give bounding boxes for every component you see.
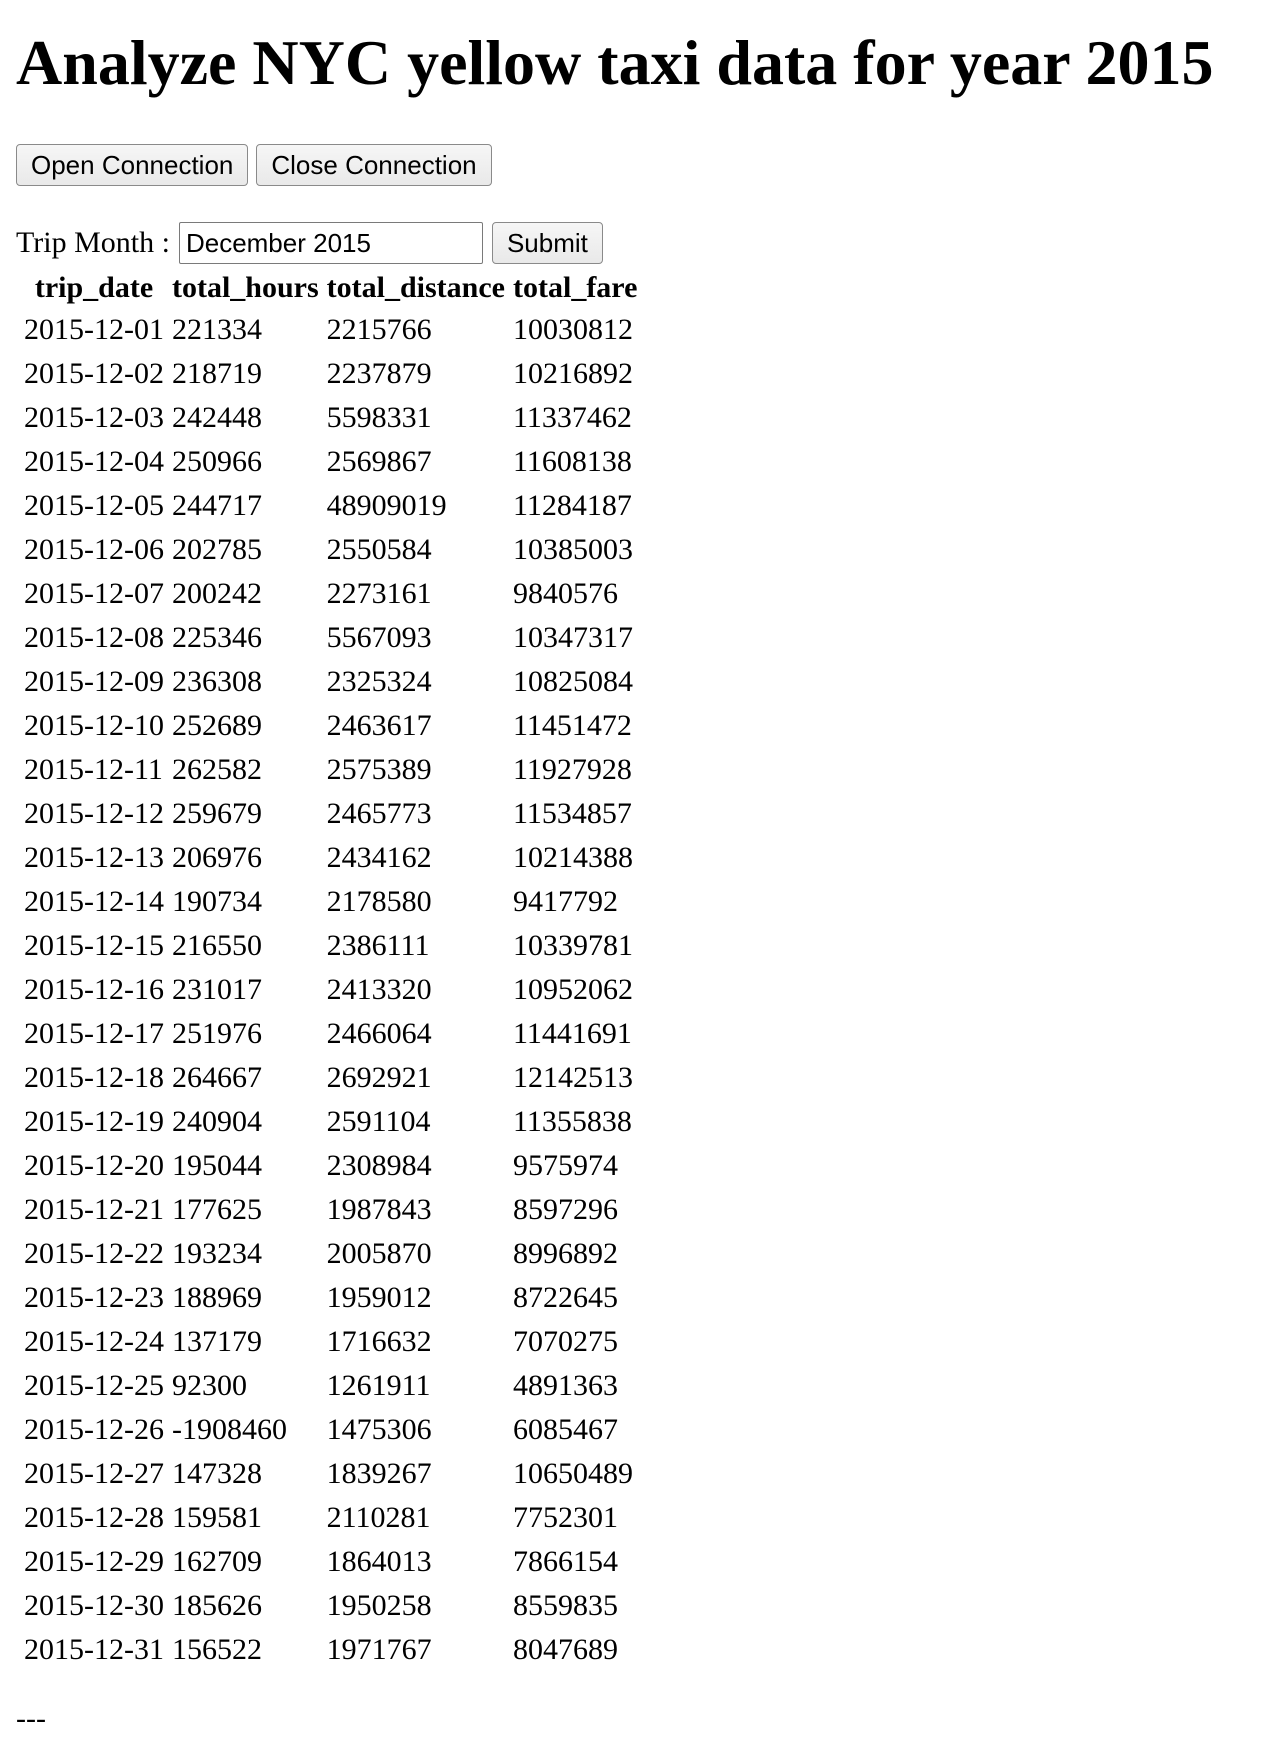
total-distance-cell: 2434162	[326, 841, 432, 874]
total-fare-cell: 9417792	[513, 885, 618, 918]
total-hours-cell: 221334	[171, 313, 262, 346]
trip-date-cell: 2015-12-26	[24, 1413, 164, 1446]
total-distance-cell: 5567093	[326, 621, 432, 654]
total-hours-cell: 200242	[171, 577, 262, 610]
table-row	[22, 1188, 639, 1232]
total-fare-cell: 9575974	[513, 1149, 618, 1182]
total-hours-cell: 92300	[171, 1369, 247, 1402]
total-fare-cell: 12142513	[513, 1061, 633, 1094]
total-hours-cell: 264667	[171, 1061, 262, 1094]
total-distance-cell: 1950258	[326, 1589, 432, 1622]
column-header-total-fare: total_fare	[513, 271, 638, 304]
trip-date-cell: 2015-12-31	[24, 1633, 164, 1666]
table-row	[22, 1628, 639, 1672]
table-row	[22, 924, 639, 968]
column-header-trip-date: trip_date	[34, 271, 154, 304]
total-fare-cell: 7866154	[513, 1545, 618, 1578]
total-hours-cell: 162709	[171, 1545, 262, 1578]
trip-date-cell: 2015-12-09	[24, 665, 164, 698]
table-row	[22, 1144, 639, 1188]
total-fare-cell: 10385003	[513, 533, 633, 566]
table-row	[22, 572, 639, 616]
table-row	[22, 836, 639, 880]
total-distance-cell: 2466064	[326, 1017, 432, 1050]
total-distance-cell: 2463617	[326, 709, 432, 742]
total-fare-cell: 10825084	[513, 665, 633, 698]
trip-date-cell: 2015-12-10	[24, 709, 164, 742]
total-hours-cell: 236308	[171, 665, 262, 698]
trip-date-cell: 2015-12-21	[24, 1193, 164, 1226]
trip-date-cell: 2015-12-14	[24, 885, 164, 918]
table-row	[22, 880, 639, 924]
trip-date-cell: 2015-12-01	[24, 313, 164, 346]
trip-date-cell: 2015-12-03	[24, 401, 164, 434]
total-hours-cell: 190734	[171, 885, 262, 918]
table-row	[22, 792, 639, 836]
trip-date-cell: 2015-12-11	[24, 753, 163, 786]
table-row	[22, 1452, 639, 1496]
table-row	[22, 968, 639, 1012]
total-distance-cell: 2692921	[326, 1061, 432, 1094]
total-hours-cell: 242448	[171, 401, 262, 434]
total-distance-cell: 2569867	[326, 445, 432, 478]
table-row	[22, 308, 639, 352]
total-fare-cell: 10030812	[513, 313, 633, 346]
total-hours-cell: 185626	[171, 1589, 262, 1622]
total-hours-cell: 240904	[171, 1105, 262, 1138]
total-fare-cell: 10952062	[513, 973, 633, 1006]
trip-date-cell: 2015-12-13	[24, 841, 164, 874]
total-hours-cell: 216550	[171, 929, 262, 962]
trip-date-cell: 2015-12-05	[24, 489, 164, 522]
total-hours-cell: 137179	[171, 1325, 262, 1358]
table-row	[22, 528, 639, 572]
table-row	[22, 1056, 639, 1100]
column-header-total-hours: total_hours	[171, 271, 319, 304]
total-hours-cell: 252689	[171, 709, 262, 742]
total-distance-cell: 2215766	[326, 313, 432, 346]
footer-separator: ---	[16, 1702, 46, 1735]
connection-controls	[16, 144, 492, 186]
trip-date-cell: 2015-12-24	[24, 1325, 164, 1358]
total-fare-cell: 11441691	[513, 1017, 632, 1050]
trip-date-cell: 2015-12-29	[24, 1545, 164, 1578]
table-row	[22, 1232, 639, 1276]
close-connection-button[interactable]: Close Connection	[256, 144, 491, 186]
trip-date-cell: 2015-12-20	[24, 1149, 164, 1182]
total-fare-cell: 10347317	[513, 621, 633, 654]
trip-date-cell: 2015-12-22	[24, 1237, 164, 1270]
trip-month-input[interactable]	[179, 222, 483, 264]
table-row	[22, 704, 639, 748]
total-distance-cell: 2591104	[326, 1105, 431, 1138]
trip-date-cell: 2015-12-04	[24, 445, 164, 478]
total-distance-cell: 1716632	[326, 1325, 432, 1358]
total-hours-cell: 259679	[171, 797, 262, 830]
total-fare-cell: 8996892	[513, 1237, 618, 1270]
total-distance-cell: 1959012	[326, 1281, 432, 1314]
total-fare-cell: 10214388	[513, 841, 633, 874]
table-row	[22, 352, 639, 396]
total-distance-cell: 5598331	[326, 401, 432, 434]
total-fare-cell: 10216892	[513, 357, 633, 390]
trip-date-cell: 2015-12-23	[24, 1281, 164, 1314]
table-row	[22, 1012, 639, 1056]
total-hours-cell: 262582	[171, 753, 262, 786]
total-fare-cell: 6085467	[513, 1413, 618, 1446]
trip-date-cell: 2015-12-08	[24, 621, 164, 654]
total-fare-cell: 11608138	[513, 445, 632, 478]
total-hours-cell: 251976	[171, 1017, 262, 1050]
total-distance-cell: 1839267	[326, 1457, 432, 1490]
table-row	[22, 1540, 639, 1584]
table-body	[22, 308, 639, 1672]
total-fare-cell: 8047689	[513, 1633, 618, 1666]
trip-date-cell: 2015-12-27	[24, 1457, 164, 1490]
total-hours-cell: 225346	[171, 621, 262, 654]
total-fare-cell: 4891363	[513, 1369, 618, 1402]
table-row	[22, 1584, 639, 1628]
trip-month-form	[16, 222, 603, 264]
trip-date-cell: 2015-12-12	[24, 797, 164, 830]
total-distance-cell: 2273161	[326, 577, 432, 610]
total-distance-cell: 2465773	[326, 797, 432, 830]
submit-button[interactable]: Submit	[492, 222, 603, 264]
trip-date-cell: 2015-12-15	[24, 929, 164, 962]
total-distance-cell: 2237879	[326, 357, 432, 390]
total-fare-cell: 8559835	[513, 1589, 618, 1622]
column-header-total-distance: total_distance	[326, 271, 505, 304]
total-fare-cell: 8722645	[513, 1281, 618, 1314]
total-fare-cell: 11534857	[513, 797, 632, 830]
total-hours-cell: 231017	[171, 973, 262, 1006]
total-distance-cell: 48909019	[326, 489, 447, 522]
total-distance-cell: 2308984	[326, 1149, 432, 1182]
trip-date-cell: 2015-12-30	[24, 1589, 164, 1622]
trip-date-cell: 2015-12-17	[24, 1017, 164, 1050]
total-distance-cell: 2386111	[326, 929, 430, 962]
table-row	[22, 660, 639, 704]
trip-date-cell: 2015-12-16	[24, 973, 164, 1006]
total-hours-cell: 188969	[171, 1281, 262, 1314]
total-distance-cell: 2550584	[326, 533, 432, 566]
total-fare-cell: 11927928	[513, 753, 632, 786]
total-hours-cell: 244717	[171, 489, 262, 522]
table-row	[22, 748, 639, 792]
total-hours-cell: 177625	[171, 1193, 262, 1226]
open-connection-button[interactable]: Open Connection	[16, 144, 248, 186]
table-row	[22, 1364, 639, 1408]
total-distance-cell: 2005870	[326, 1237, 432, 1270]
total-hours-cell: 218719	[171, 357, 262, 390]
total-fare-cell: 7752301	[513, 1501, 618, 1534]
total-hours-cell: 147328	[171, 1457, 262, 1490]
trip-month-label: Trip Month :	[16, 226, 170, 259]
trip-date-cell: 2015-12-19	[24, 1105, 164, 1138]
total-hours-cell: 202785	[171, 533, 262, 566]
total-distance-cell: 1971767	[326, 1633, 432, 1666]
total-hours-cell: 206976	[171, 841, 262, 874]
table-row	[22, 396, 639, 440]
table-row	[22, 1276, 639, 1320]
table-row	[22, 616, 639, 660]
table-row	[22, 1100, 639, 1144]
page-title: Analyze NYC yellow taxi data for year 2015	[16, 27, 1214, 98]
trip-date-cell: 2015-12-06	[24, 533, 164, 566]
table-row	[22, 484, 639, 528]
trip-data-table	[18, 268, 643, 1672]
total-fare-cell: 10339781	[513, 929, 633, 962]
trip-date-cell: 2015-12-07	[24, 577, 164, 610]
total-distance-cell: 1475306	[326, 1413, 432, 1446]
table-row	[22, 1320, 639, 1364]
table-row	[22, 1496, 639, 1540]
table-row	[22, 440, 639, 484]
total-distance-cell: 2325324	[326, 665, 432, 698]
table-row	[22, 1408, 639, 1452]
total-fare-cell: 9840576	[513, 577, 618, 610]
total-distance-cell: 2413320	[326, 973, 432, 1006]
total-fare-cell: 11337462	[513, 401, 632, 434]
total-fare-cell: 11284187	[513, 489, 632, 522]
total-distance-cell: 2110281	[326, 1501, 431, 1534]
total-fare-cell: 7070275	[513, 1325, 618, 1358]
trip-date-cell: 2015-12-25	[24, 1369, 164, 1402]
trip-date-cell: 2015-12-18	[24, 1061, 164, 1094]
total-hours-cell: 195044	[171, 1149, 262, 1182]
total-hours-cell: 250966	[171, 445, 262, 478]
total-fare-cell: 8597296	[513, 1193, 618, 1226]
total-distance-cell: 1864013	[326, 1545, 432, 1578]
total-fare-cell: 10650489	[513, 1457, 633, 1490]
total-distance-cell: 2178580	[326, 885, 432, 918]
total-fare-cell: 11355838	[513, 1105, 632, 1138]
total-hours-cell: -1908460	[171, 1413, 287, 1446]
total-distance-cell: 1987843	[326, 1193, 432, 1226]
trip-date-cell: 2015-12-28	[24, 1501, 164, 1534]
total-hours-cell: 159581	[171, 1501, 262, 1534]
total-distance-cell: 1261911	[326, 1369, 431, 1402]
total-hours-cell: 156522	[171, 1633, 262, 1666]
table-header-row	[22, 268, 639, 308]
trip-date-cell: 2015-12-02	[24, 357, 164, 390]
total-distance-cell: 2575389	[326, 753, 432, 786]
total-fare-cell: 11451472	[513, 709, 632, 742]
total-hours-cell: 193234	[171, 1237, 262, 1270]
